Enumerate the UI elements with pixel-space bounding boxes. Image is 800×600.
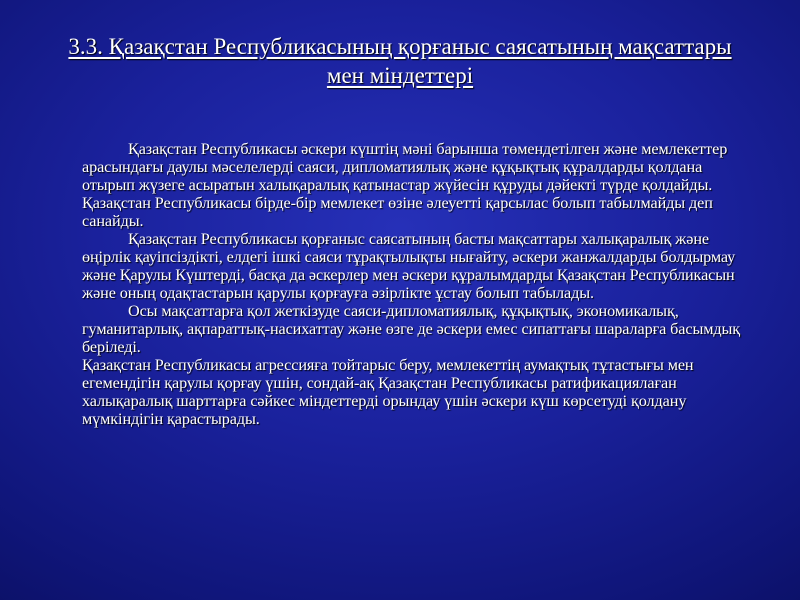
paragraph-3: Қазақстан Республикасы қорғаныс саясатының басты мақсаттары халықаралық және өңірлік қауіпсіздікті, елдегі ішкі саяси тұрақтылықты нығайту, әскери жанжалдарды болдырмау және Қарулы Күштерді, басқа да әскерлер мен әскери құралымдарды Қазақстан Республикасын және оның одақтастарын қарулы қорғауға әзірлікте ұстау болып табылады. (82, 230, 736, 302)
paragraph-5: Қазақстан Республикасы агрессияға тойтарыс беру, мемлекеттің аумақтық тұтастығы мен егемендігін қарулы қорғау үшін, сондай-ақ Қазақстан Республикасы ратификациялаған халықаралық шарттарға сәйкес міндеттерді орындау үшін әскери күш көрсетуді қолдану мүмкіндігін қарастырады. (82, 356, 694, 428)
paragraph-4: Осы мақсаттарға қол жеткізуде саяси-дипломатиялық, құқықтық, экономикалық, гуманитарлық, ақпараттық-насихаттау және өзге де әскери емес сипаттағы шараларға басымдық беріледі. (82, 302, 741, 356)
slide-title: 3.3. Қазақстан Республикасының қорғаныс саясатының мақсаттары мен міндеттері (68, 34, 732, 88)
paragraph-1: Қазақстан Республикасы әскери күштің мәні барынша төмендетілген және мемлекеттер арасындағы даулы мәселелерді саяси, дипломатиялық және құқықтық құралдарды қолдана отырып жүзеге асыратын халықаралық қатынастар жүйесін құруды дәйекті түрде қолдайды. (82, 140, 728, 194)
paragraph-2: Қазақстан Республикасы бірде-бір мемлекет өзіне әлеуетті қарсылас болып табылмайды деп санайды. (82, 194, 713, 230)
slide-body (82, 140, 752, 428)
